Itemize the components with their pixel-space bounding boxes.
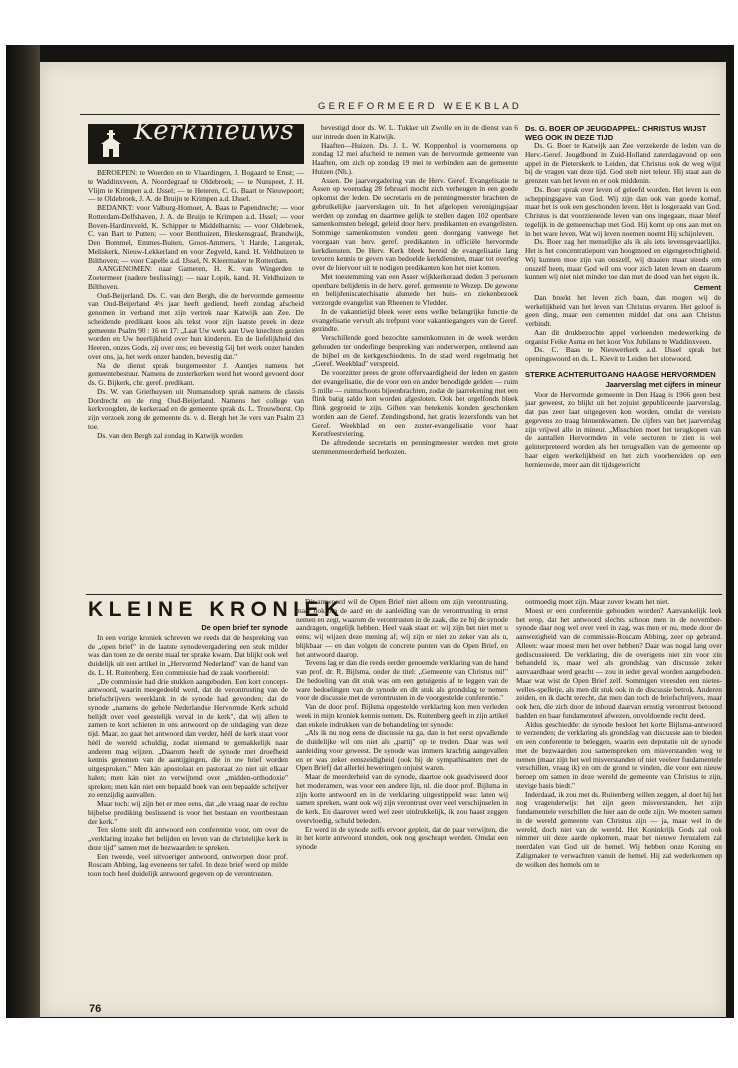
kleine-kroniek-title: KLEINE KRONIEK (88, 598, 345, 621)
paragraph: In een vorige kroniek schreven we reeds dat de bespreking van de „open brief" in de laatste synodevergadering een stuk milder was dan toen ze de eerste maal ter sprake kwam. Dat blijkt ook wel duidelijk uit een artikel in „Hervormd Nederland" van de hand van ds. L. H. Ruitenberg. Een commissie had de zaak voorbereid: (88, 632, 288, 677)
top-middle-paragraphs (312, 124, 518, 457)
paragraph: Dan breekt het leven zich baan, dan mogen wij de werkelijkheid van het leven van Christus ervaren. Het geloof is geen ding, maar een cementen middel dat ons aan Christus verbindt. (525, 292, 721, 328)
paragraph: BEDANKT: voor Valburg-Homoet, A. Baas te Papendrecht; — voor Rotterdam-Delfshaven, J. A. de Bruijn te Krimpen a.d. IJssel; — voor Boven-Hardinxveld, K. Schipper te Middelharnis; — voor Oldebroek, C. van Bart te Putten; — voor Benthuizen, Bleskensgraaf, Brandwijk, Den Bommel, Emmes-Buiten, Groot-Ammers, 't Harde, Langerak, Meliskerk, Nieuw-Lekkerland en voor Zegveld, kand. H. Veldhuizen te Bilthoven; — voor Capelle a.d. IJssel, N. Kleermaker te Rotterdam. (88, 203, 304, 265)
paragraph: Tevens lag er dan die reeds eerder genoemde verklaring van de hand van prof. dr. R. Bijlsma, onder de titel: „Gemeente van Christus nú!" De bedoeling van dit stuk was om een getuigenis af te leggen van de ware bedoelingen van de synode en dit stuk als grondslag te nemen voor de discussie met de verontrusten in de voorgestelde conferentie." (296, 658, 508, 703)
column-kk-right (516, 598, 722, 990)
column-top-left (88, 116, 304, 590)
paragraph: Moest er een conferentie gehouden worden? Aanvankelijk leek het erop, dat het antwoord slechts schoon men in de november-synode daar nog wel over veel in zag, was men er nu, mede door de aanwezigheid van de commissie-Roscam Abbing, zeer op gebrand. Alleen: waar moest men het over hebben? Daar was nogal lang over gediscussieerd. De verklaring, die de overigens niet zin voor zin behandeld is, maar wel als grondslag van discussie zeker aanvaardbaar werd geacht — zou in ieder geval worden aangeboden. Maar wat wist de Open Brief zelf. Sommigen vreesden een nietes-welles-spelletje, als men dit stuk ook in de discussie betrok. Anderen zeiden, en ik dacht terecht, dat men dan toch de briefschrijvers, maar ook hen, die zich door de inhoud daarvan ernstig verontrust betoond hadden en haar fundamenteel afwezen, onvoldoende recht deed. (516, 605, 722, 720)
section-rule (86, 594, 722, 595)
kk-middle-paragraphs (296, 598, 508, 852)
jeugdappel-paragraphs (525, 142, 721, 282)
paragraph: ootmoedig moet zijn. Maar zover kwam het niet. (525, 597, 670, 606)
page-number: 76 (89, 1003, 102, 1015)
paragraph: Ten slotte stelt dit antwoord een conferentie voor, om over de „verklaring inzake het belijden en leven van de christelijke kerk in deze tijd" samen met de bezwaarden te spreken. (88, 825, 288, 852)
running-header: GEREFORMEERD WEEKBLAD (318, 101, 522, 112)
paragraph: Maar de meerderheid van de synode, daartoe ook geadviseerd door het moderamen, was voor een andere lijn, nl. die door prof. Bijlsma in zijn korte antwoord en in de verklaring uitgestippeld was: laten wij samen spreken, want ook wij zijn verontrust over veel verschijnselen in de kerk. En daarover werd wel zeer uitdrukkelijk, ik zou haast zeggen overvloedig, schuld beleden. (296, 772, 508, 825)
paragraph: Ds. C. Baas te Nieuwerkerk a.d. IJssel sprak het openingswoord en ds. L. Kievit te Leiden het slotwoord. (525, 345, 721, 363)
column-top-right (525, 124, 721, 590)
paragraph: Van de door prof. Bijlsma opgestelde verklaring kon men verleden week in mijn kroniek kennis nemen. Ds. Ruitenberg geeft in zijn artikel dan enkele indrukken van de behandeling ter synode: (296, 702, 508, 729)
subhead-cement: Cement (693, 283, 721, 292)
paragraph: Aan dit drukbezochte appel verleenden medewerking de organist Feike Asma en het koor Vox Jubilans te Waddinxveen. (525, 327, 721, 346)
paragraph: Inderdaad, ik zou met ds. Ruitenberg willen zeggen, al doet hij het nog vragenderwijs: het zijn geen misverstanden, het zijn fundamentele verschillen die hier aan de orde zijn. We moeten samen in de wereld gemeente van Christus zijn — ja, maar wel in de wereld, doch niet van de wereld. Het Koninkrijk Gods zal ook nimmer uit deze aarde opkomen, maar het nieuwe Jeruzalem zal neerdalen van God uit de hemel. Wij hebben onze Koning en Zaligmaker te verwachten vanuit de hemel. Hij zal wederkomen op de wolken des hemels om te (516, 789, 722, 869)
paragraph: Oud-Beijerland. Ds. C. van den Bergh, die de hervormde gemeente van Oud-Beijerland 4½ jaar heeft gediend, heeft zondag afscheid genomen in verband met zijn vertrek naar Katwijk aan Zee. De scheidende predikant koos als tekst voor zijn laatste preek in deze gemeente Psalm 90 : 16 en 17: „Laat Uw werk aan Uwe knechten gezien worden en Uw heerlijkheid over hun kinderen. En de liefelijkheid des Heeren, onzes Gods, zij over ons; en bevestig Gij het werk onzer handen over ons, ja, het werk onzer handen, bevestig dat." (88, 290, 304, 361)
paragraph: „De commissie had drie stukken aangeboden. Een kort concept-antwoord, waarin meegedeeld werd, dat de verontrusting van de briefschrijvers weerklank in de synode had gevonden; dat de synode „namens de gehele Nederlandse Hervormde Kerk schuld belijdt over veel geestelijk verval in de kerk", dat wij allen te zamen te kort schieten in ons antwoord op de uitdaging van deze tijd. Maar, zo gaat het antwoord dan verder, héél de kerk staat voor héél de wereld schuldig, zodat niemand te gemakkelijk naar anderen mag wijzen. „Daarom heeft de synode met droefheid kennis genomen van de aantijgingen, die in uw brief worden uitgesproken." Men kán apostolaat en pastoraat zo niet uit elkaar halen; men kán niet zo verwijtend over „midden-orthodoxie" spreken; men kán niet een bepaald boek van een bepaalde schrijver zo eenzijdig aanvallen. (88, 676, 288, 800)
paragraph: Verschillende goed bezochte samenkomsten in de week werden gehouden ter onderlinge bespreking van onderwerpen, ontleend aan de bijbel en de kerkgeschiedenis. In de stad werd regelmatig het „Geref. Weekblad" verspreid. (312, 333, 518, 369)
paragraph: Maar toch: wij zijn het er mee eens, dat „de vraag naar de rechte bijbelse prediking beslissend is voor het bestaan en voortbestaan der kerk." (88, 799, 288, 826)
kk-right-paragraphs (516, 598, 722, 869)
paragraph: In de vakantietijd bleek weer eens welke belangrijke functie de evangelisatie vervult als trefpunt voor vakantiegangers van de Geref. gezindte. (312, 306, 518, 334)
kk-left-paragraphs (88, 634, 288, 879)
paragraph: bevestigd door ds. W. L. Tukker uit Zwolle en in de dienst van 6 uur intrede doen in Katwijk. (312, 123, 518, 141)
church-icon (98, 130, 124, 158)
article-heading-hervormden: STERKE ACHTERUITGANG HAAGSE HERVORMDEN (525, 369, 716, 379)
column-kk-left (88, 598, 345, 990)
kleine-kroniek-subtitle: De open brief ter synode (201, 623, 288, 632)
paragraph: „Als ik nu nog eens de discussie na ga, dan is het eerst opvallende de duidelijke wil om niet als „partij" op te treden. Daar was wel aanleiding voor geweest. De synode was immers krachtig aangevallen en er was zeker eenszeidigheid (ook bij de sympathisanten met de Open Brief) dat allerlei beweringen onjuist waren. (296, 728, 508, 773)
paragraph: De aftredende secretaris en penningmeester werden met grote stemmenmeerderheid herkozen. (312, 438, 518, 456)
binding-shadow (6, 45, 40, 1018)
paragraph: BEROEPEN: te Woerden en te Vlaardingen, J. Bogaard te Emst; — te Waddinxveen, A. Noordegraaf te Oldebroek; — te Nunspeet, J. H. Vlijm te Krimpen a.d. IJssel; — te Heteren, C. G. Baart te Nieuwpoort; — te Oldebroek, J. A. de Bruijn te Krimpen a.d. IJssel. (88, 168, 304, 204)
paragraph: Voor de Hervormde gemeente in Den Haag is 1966 geen best jaar geweest, zo blijkt uit het zojuist gepubliceerde jaarverslag, dat pas zeer laat uitgegeven kon worden, omdat de vereiste gegevens zo traag binnenkwamen. De cijfers van het jaarverslag zijn vrijwel alle in mineur. „Misschien moet het terugkopen van de aantallen Hervormden in vele sectoren te zien is wel geïnterpreteerd worden als het terugvallen van de gemeente op haar eigen werkelijkheid en het zich voorbereiden op een hernieuwde, meer aan dit tijdsgewricht (525, 389, 721, 469)
hervormden-paragraphs (525, 391, 721, 470)
paragraph: Haaften—Huizen. Ds. J. L. W. Koppenhol is voornemens op zondag 12 mei afscheid te nemen van de hervormde gemeente van Haaften, om zich op zondag 19 mei te verbinden aan de gemeente Huizen (Nh.). (312, 140, 518, 176)
paragraph: Na de dienst sprak burgemeester J. Aantjes namens het gemeentebestuur. Namens de zusterkerken werd het woord gevoerd door ds. G. Bijkerk, chr. geref. predikant. (88, 360, 304, 387)
article-heading-jeugdappel: Ds. G. BOER OP JEUGDAPPEL: CHRISTUS WIJST WEG OOK IN DEZE TIJD (525, 124, 707, 142)
paragraph: AANGENOMEN: naar Gameren, H. K. van Wingerden te Zoetermeer (nadere beslissing); — naar Lopik, kand. H. Veldhuizen te Bilthoven. (88, 264, 304, 291)
header-rule (80, 114, 720, 115)
top-left-paragraphs (88, 169, 304, 440)
paragraph: Aldus geschiedde: de synode besloot het korte Bijlsma-antwoord te verzenden; de verklaring als grondslag van discussie aan te bieden en een conferentie te beleggen, waarin een deputatie uit de synode met de bezwaarden zou samenspreken om misverstanden weg te nemen (maar zijn het wel misverstanden of niet veeleer fundamentele verschillen, vraag ik) en om de grond te vinden, die voor een nieuw beroep om samen in deze wereld de gemeente van Christus te zijn, stevige basis biedt." (516, 719, 722, 790)
paragraph: Er werd in de synode zelfs ervoor gepleit, dat de paar verwijten, die in het korte antwoord stonden, ook nog geschrapt werden. Omdat een synode (296, 824, 508, 851)
paragraph: Met toestemming van een Asser wijkkerkeraad deden 3 personen openbare belijdenis in de herv. geref. gemeente te Wezep. De gewone en belijdeniscatechisatie alsmede het huis- en ziekenbezoek verzorgde evangelist van Rheenen te Vledder. (312, 271, 518, 307)
paragraph: Ds. Boer sprak over leven of geleefd worden. Het leven is een scheppingsgave van God. Wij zijn dan ook van goede komaf, maar het is ook een geschonden leven. Het is losgeraakt van God. Christus is dat voorzienende leven van ons ingegaan, maar bleef tegelijk in de gemeenschap met God. Hij komt op ons aan met en in het ware leven. Wat wij leven noemen noemt Hij schijnleven. (525, 184, 721, 238)
paragraph: Ds. Boer zag het menselijke als ik als iets levensgevaarlijks. Het is het concentratiepunt van hoogmoed en eigengerechtigheid. Wij kunnen moe zijn van onszelf, wij draaien maar steeds om onszelf heen, maar God wil ons voor zich laten leven en daarom kunnen wij niet niet minder toe dan met de dood van het eigen ik. (525, 237, 721, 282)
column-top-middle (312, 124, 518, 590)
masthead-title: Kerknieuws (134, 116, 295, 146)
subhead-jaarverslag: Jaarverslag met cijfers in mineur (605, 379, 721, 389)
kerknieuws-masthead (88, 116, 304, 164)
paragraph: Ds. W. van Griethuysen uit Numansdorp sprak namens de classis Dordrecht en de ring Oud-Beijerland. Namens het college van kerkvoogden, de kerkeraad en de gemeente sprak ds. L. Trouwborst. Op zijn verzoek zong de gemeente ds. v. d. Bergh het 3e vers van Psalm 23 toe. (88, 386, 304, 431)
cement-paragraphs (525, 294, 721, 364)
paragraph: Dit antwoord wil de Open Brief niet alleen om zijn verontrusting, maar ook om de aard en de aanleiding van de verontrusting in ernst nemen en zegt, waarom de verontrusten in de zaak, die ze bij de synode aandragen, ongelijk hebben. Heel vaak staat er: wij zijn het niet met u eens; wij wijzen deze mening af; wíj zijn er niet zo zeker van als u, blijkbaar — en dan volgen de concrete punten van de Open Brief, en het antwoord daarop. (296, 597, 508, 659)
paragraph: Assen. De jaarvergadering van de Herv. Geref. Evangelisatie te Assen op woensdag 28 februari mocht zich verheugen in een goede opkomst der leden. De secretaris en de penningmeester brachten de gebruikelijke jaarverslagen uit. In het afgelopen verenigingsjaar werden op zondag en daarmee gelijk te stellen dagen 102 openbare samenkomsten belegd, geleid door herv. predikanten en evangelisten. Sommige samenkomsten vonden geen doorgang vanwege het voorgaan van herv. geref. predikanten in officiële hervormde kerkdiensten. De Herv. Kerk bleek bereid de evangelisatie lang tevoren kennis te geven van bedoelde kerkdiensten, maar tot overleg over de hiervoor uit te nodigen predikanten kon het niet komen. (312, 175, 518, 272)
paragraph: Ds. van den Bergh zal zondag in Katwijk worden (97, 430, 243, 440)
paragraph: Ds. G. Boer te Katwijk aan Zee verzekerde de leden van de Herv.-Geref. Jeugdbond in Zuid-Holland zaterdagavond op een appel in de Pieterskerk te Leiden, dat Christus ook de weg wijst bij de vragen van deze tijd. God stelt niet teleur. Hij staat aan de grenzen van het leven en er ook middenin. (525, 141, 721, 185)
paragraph: De voorzitter prees de grote offervaardigheid der leden en gasten der evangelisatie, die de voor een en ander benodigde gelden — ruim 5 mille — ruimschoots bijeenbrachten, zodat de jaarrekening met een flink batig saldo kon worden afgesloten. Ook het orgelfonds bleek flink gegroeid te zijn. Giften van betekenis konden geschonken worden aan de Geref. Zendingsbond, het gratis lezersfonds van het Geref. Weekblad en een zuster-evangelisatie voor haar Kerstfeestviering. (312, 368, 518, 439)
column-kk-middle (296, 598, 508, 990)
paragraph: Een tweede, veel uitvoeriger antwoord, ontworpen door prof. Roscam Abbing, lag eveneens ter tafel. In deze brief werd op milde toon toch heel duidelijk antwoord gegeven op de verontrusten. (88, 851, 288, 878)
